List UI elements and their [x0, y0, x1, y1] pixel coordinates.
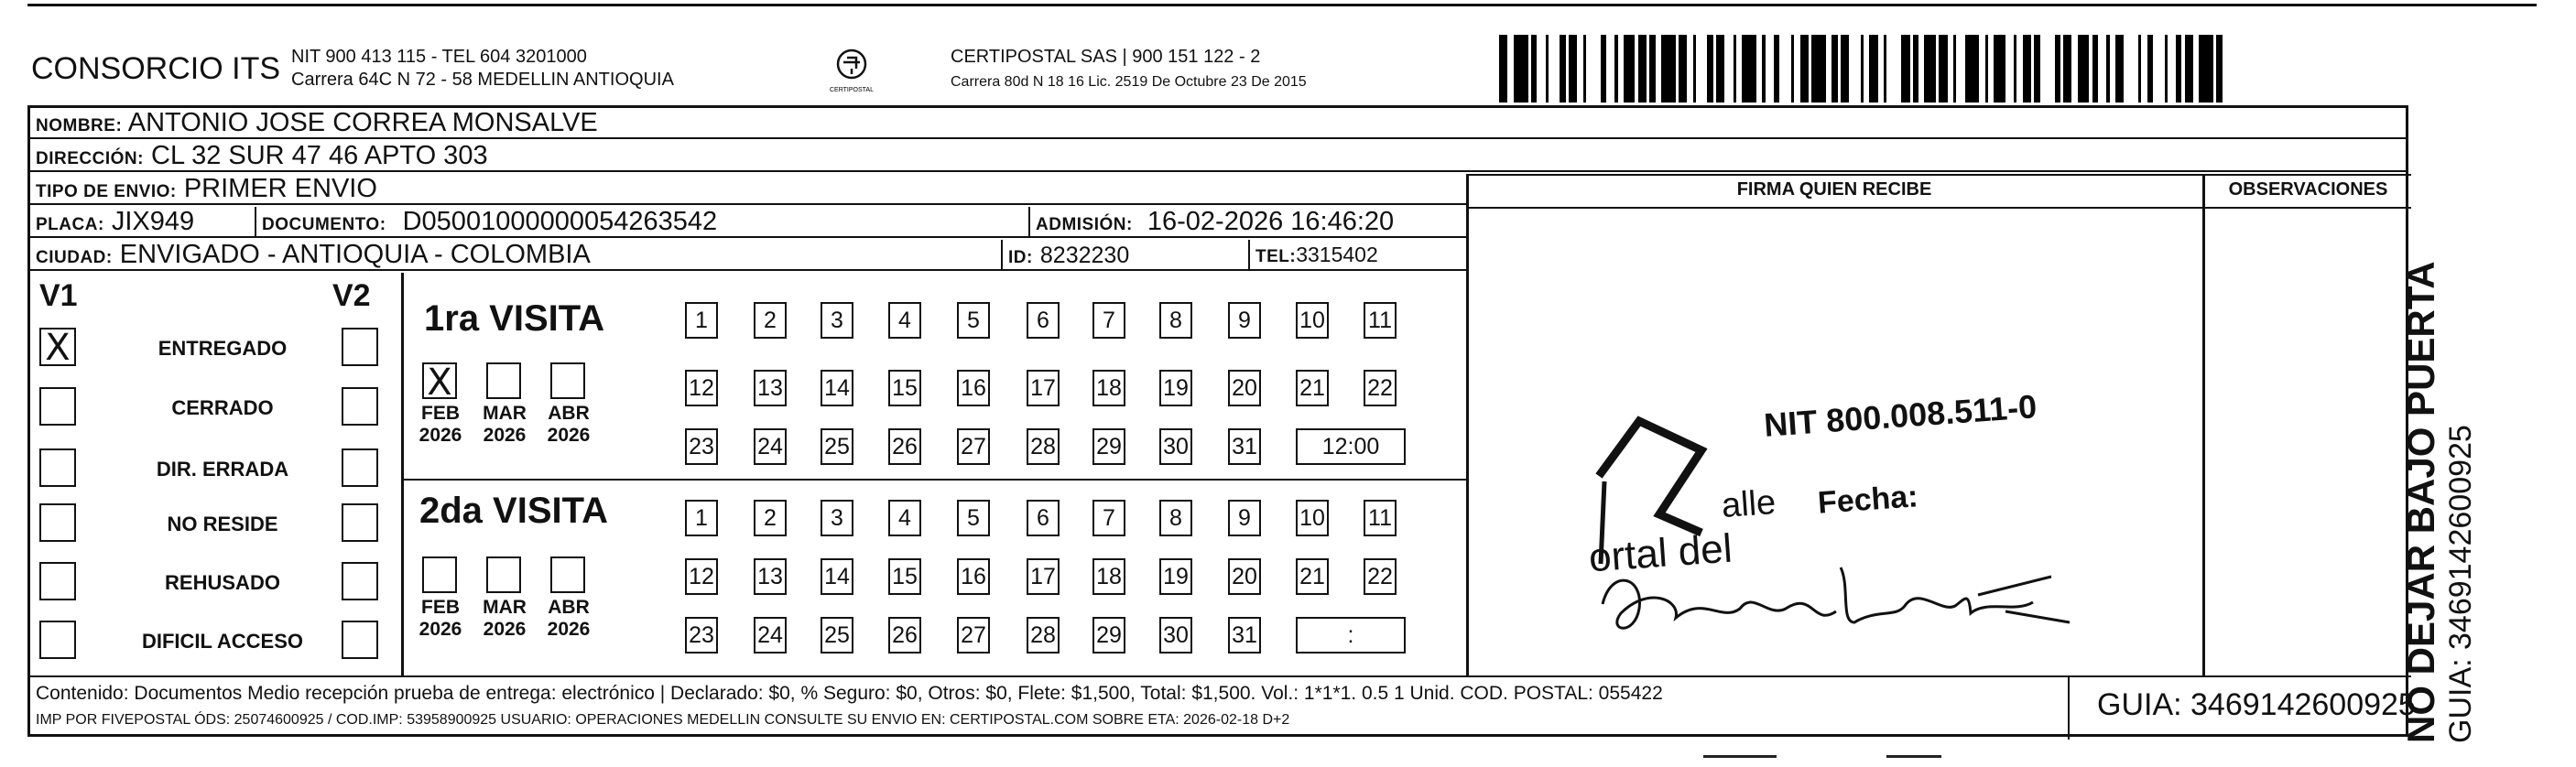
day-box[interactable]: 17 [1027, 370, 1060, 406]
day-box[interactable]: 22 [1364, 370, 1397, 406]
top-rule [27, 4, 2537, 6]
firma-header: FIRMA QUIEN RECIBE [1736, 179, 1932, 200]
day-box[interactable]: 7 [1092, 302, 1125, 339]
barcode-bar [2115, 35, 2124, 103]
month-year: 2026 [483, 619, 527, 640]
documento-cell [255, 207, 1051, 238]
day-box[interactable]: 6 [1027, 500, 1060, 536]
month-checkbox[interactable] [486, 362, 521, 399]
scan-mark [1703, 755, 1777, 758]
month-label [477, 403, 532, 447]
barcode-bar [1696, 35, 1708, 103]
barcode-bar [1841, 35, 1849, 103]
day-box[interactable]: 9 [1228, 500, 1261, 536]
day-box[interactable]: 31 [1228, 428, 1261, 465]
day-box[interactable]: 2 [754, 302, 787, 339]
barcode-bar [2063, 35, 2071, 103]
barcode-bar [1499, 35, 1507, 103]
documento-label: DOCUMENTO: [262, 215, 386, 234]
footer-print-info: IMP POR FIVEPOSTAL ÓDS: 25074600925 / COD.IMP: 53958900925 USUARIO: OPERACIONES MEDELLIN CONSULTE SU ENVIO EN: CERTIPOSTAL.COM SOBRE ETA: 2026-02-18 D+2 [36, 712, 1290, 728]
barcode-bar [1886, 35, 1901, 103]
day-box[interactable]: 8 [1159, 302, 1192, 339]
check-mark-icon: X [45, 327, 71, 369]
barcode-bar [1606, 35, 1614, 103]
barcode-bar [2040, 35, 2055, 103]
barcode-bar [1716, 35, 1724, 103]
day-box[interactable]: 30 [1159, 617, 1192, 654]
postal-address: Carrera 80d N 18 16 Lic. 2519 De Octubre 23 De 2015 [951, 74, 1307, 90]
v2-checkbox[interactable] [342, 448, 378, 487]
barcode-bar [1661, 35, 1676, 103]
status-label: ENTREGADO [158, 337, 288, 360]
barcode-bar [1537, 35, 1545, 103]
barcode-bar [1779, 35, 1791, 103]
placa-cell [30, 207, 255, 238]
day-box[interactable]: 5 [957, 500, 990, 536]
day-box[interactable]: 13 [754, 558, 787, 595]
day-box[interactable]: 11 [1364, 500, 1397, 536]
day-box[interactable]: 20 [1228, 370, 1261, 406]
status-label: DIFICIL ACCESO [141, 630, 303, 653]
day-box[interactable]: 9 [1228, 302, 1261, 339]
stamp-portal: ortal del [1587, 525, 1734, 581]
company-address: Carrera 64C N 72 - 58 MEDELLIN ANTIOQUIA [291, 70, 674, 90]
barcode-bar [1586, 35, 1601, 103]
footer-content: Contenido: Documentos Medio recepción prueba de entrega: electrónico | Declarado: $0, % Seguro: $0, Otros: $0, Flete: $1,500, Total: $1,500. Vol.: 1*1*1. 0.5 1 Unid. COD. POSTAL: 055422 [36, 683, 1663, 704]
day-box[interactable]: 21 [1296, 370, 1329, 406]
day-box[interactable]: 25 [821, 617, 853, 654]
barcode-bar [2005, 35, 2014, 103]
day-box[interactable]: 1 [685, 302, 718, 339]
month-checkbox[interactable] [550, 556, 585, 593]
v1-header: V1 [39, 278, 78, 313]
barcode-bar [1800, 35, 1809, 103]
month-label [413, 597, 468, 641]
month-name: MAR [483, 597, 527, 618]
tel-cell [1248, 240, 1466, 271]
barcode-bar [2153, 35, 2165, 103]
month-label [413, 403, 468, 447]
barcode-bar [1869, 35, 1877, 103]
divider-status [401, 273, 404, 675]
day-box[interactable]: 22 [1364, 558, 1397, 595]
day-box[interactable]: 29 [1092, 617, 1125, 654]
placa-value: JIX949 [111, 207, 195, 236]
tipo-value: PRIMER ENVIO [183, 174, 377, 203]
second-visit-title: 2da VISITA [419, 491, 608, 531]
id-value: 8232230 [1039, 243, 1130, 268]
day-box[interactable]: 30 [1159, 428, 1192, 465]
barcode-bar [2168, 35, 2176, 103]
barcode-bar [1811, 35, 1826, 103]
ciudad-value: ENVIGADO - ANTIOQUIA - COLOMBIA [119, 240, 591, 269]
day-box[interactable]: 15 [888, 558, 921, 595]
admision-cell [1028, 207, 1466, 238]
tel-label: TEL: [1255, 247, 1297, 266]
direccion-label: DIRECCIÓN: [36, 149, 144, 168]
barcode-bar [2023, 35, 2031, 103]
day-box[interactable]: 4 [888, 500, 921, 536]
barcode-bar [2223, 35, 2231, 103]
barcode-bar [1901, 35, 1909, 103]
divider-observaciones [2202, 174, 2205, 675]
header-top-rule [1466, 174, 2411, 176]
divider-firma [1466, 174, 1469, 675]
day-box[interactable]: 16 [957, 558, 990, 595]
month-label [541, 597, 596, 641]
v1-checkbox[interactable] [39, 503, 76, 542]
month-year: 2026 [547, 619, 591, 640]
day-box[interactable]: 27 [957, 617, 990, 654]
day-box[interactable]: 23 [685, 428, 718, 465]
scan-mark [1886, 755, 1941, 758]
day-box[interactable]: 3 [821, 500, 853, 536]
day-box[interactable]: 10 [1296, 302, 1329, 339]
day-box[interactable]: 19 [1159, 370, 1192, 406]
v1-checkbox[interactable] [39, 562, 76, 600]
day-box[interactable]: 3 [821, 302, 853, 339]
no-dejar-label: NO DEJAR BAJO PUERTA [2399, 261, 2442, 743]
month-year: 2026 [418, 619, 462, 640]
barcode-bar [1849, 35, 1861, 103]
guia-number: GUIA: 3469142600925 [2068, 675, 2411, 740]
day-box[interactable]: 6 [1027, 302, 1060, 339]
company-nit: NIT 900 413 115 - TEL 604 3201000 [291, 47, 587, 67]
row-direccion [30, 141, 2406, 172]
time-field[interactable]: : [1296, 617, 1406, 654]
v2-checkbox[interactable] [342, 503, 378, 542]
day-box[interactable]: 28 [1027, 428, 1060, 465]
admision-label: ADMISIÓN: [1036, 215, 1133, 234]
row-nombre [30, 108, 2406, 139]
status-label: REHUSADO [165, 571, 280, 594]
day-box[interactable]: 19 [1159, 558, 1192, 595]
nombre-label: NOMBRE: [36, 116, 123, 135]
month-checkbox[interactable] [422, 556, 457, 593]
ciudad-label: CIUDAD: [36, 248, 113, 267]
divider-visits [401, 479, 1466, 481]
certipostal-logo [829, 44, 875, 97]
barcode-bar [1724, 35, 1733, 103]
id-label: ID: [1008, 248, 1033, 267]
row-tipo [30, 174, 1466, 205]
id-cell [1001, 240, 1248, 271]
day-box[interactable]: 28 [1027, 617, 1060, 654]
day-box[interactable]: 7 [1092, 500, 1125, 536]
day-box[interactable]: 27 [957, 428, 990, 465]
barcode-bar [1742, 35, 1756, 103]
barcode-bar [1994, 35, 2005, 103]
day-box[interactable]: 20 [1228, 558, 1261, 595]
day-box[interactable]: 26 [888, 617, 921, 654]
month-name: ABR [548, 403, 590, 424]
tel-value: 3315402 [1296, 243, 1378, 266]
barcode-bar [2185, 35, 2193, 103]
day-box[interactable]: 5 [957, 302, 990, 339]
month-name: MAR [483, 403, 527, 424]
day-box[interactable]: 18 [1092, 370, 1125, 406]
status-label: CERRADO [171, 396, 274, 419]
v1-checkbox[interactable] [39, 327, 76, 369]
month-name: FEB [421, 403, 460, 424]
v1-checkbox[interactable] [39, 621, 76, 659]
status-label: DIR. ERRADA [156, 458, 289, 481]
barcode [1499, 35, 2232, 103]
placa-label: PLACA: [36, 215, 104, 234]
day-box[interactable]: 25 [821, 428, 853, 465]
day-box[interactable]: 10 [1296, 500, 1329, 536]
tipo-label: TIPO DE ENVIO: [36, 182, 177, 201]
row-placa [30, 207, 1466, 238]
barcode-bar [1956, 35, 1964, 103]
direccion-value: CL 32 SUR 47 46 APTO 303 [151, 141, 488, 170]
barcode-bar [2078, 35, 2090, 103]
barcode-bar [1569, 35, 1577, 103]
day-box[interactable]: 14 [821, 370, 853, 406]
v1-checkbox[interactable] [39, 448, 76, 487]
day-box[interactable]: 14 [821, 558, 853, 595]
month-year: 2026 [418, 425, 462, 446]
day-box[interactable]: 2 [754, 500, 787, 536]
side-guia: GUIA: 3469142600925 [2443, 425, 2478, 743]
first-visit-title: 1ra VISITA [424, 298, 605, 339]
time-field[interactable]: 12:00 [1296, 428, 1406, 465]
day-box[interactable]: 8 [1159, 500, 1192, 536]
barcode-bar [2098, 35, 2106, 103]
day-box[interactable]: 17 [1027, 558, 1060, 595]
company-name: CONSORCIO ITS [31, 51, 281, 86]
postal-name: CERTIPOSTAL SAS | 900 151 122 - 2 [951, 47, 1261, 67]
barcode-bar [1624, 35, 1636, 103]
month-year: 2026 [483, 425, 527, 446]
month-label [541, 403, 596, 447]
day-box[interactable]: 12 [685, 558, 718, 595]
header-rule [1466, 207, 2411, 209]
v2-checkbox[interactable] [342, 562, 378, 600]
day-box[interactable]: 24 [754, 617, 787, 654]
month-year: 2026 [547, 425, 591, 446]
stamp-valle: alle [1720, 482, 1777, 526]
day-box[interactable]: 23 [685, 617, 718, 654]
v1-checkbox[interactable] [39, 387, 76, 426]
logo-text: CERTIPOSTAL [830, 87, 874, 93]
barcode-bar [1924, 35, 1936, 103]
status-label: NO RESIDE [167, 513, 278, 535]
day-box[interactable]: 12 [685, 370, 718, 406]
day-box[interactable]: 15 [888, 370, 921, 406]
day-box[interactable]: 29 [1092, 428, 1125, 465]
barcode-bar [1939, 35, 1947, 103]
month-name: FEB [421, 597, 460, 618]
day-box[interactable]: 24 [754, 428, 787, 465]
day-box[interactable]: 11 [1364, 302, 1397, 339]
barcode-bar [1679, 35, 1687, 103]
day-box[interactable]: 13 [754, 370, 787, 406]
stamp-fecha: Fecha: [1816, 479, 1919, 521]
month-label [477, 597, 532, 641]
nombre-value: ANTONIO JOSE CORREA MONSALVE [127, 108, 598, 137]
month-checkbox[interactable] [550, 362, 585, 399]
barcode-bar [1965, 35, 1980, 103]
admision-value: 16-02-2026 16:46:20 [1147, 207, 1395, 236]
barcode-bar [2124, 35, 2138, 103]
day-box[interactable]: 18 [1092, 558, 1125, 595]
month-checkbox[interactable] [422, 362, 457, 404]
barcode-bar [1638, 35, 1647, 103]
documento-value: D05001000000054263542 [402, 207, 718, 236]
ciudad-cell [30, 240, 1001, 271]
day-box[interactable]: 31 [1228, 617, 1261, 654]
day-box[interactable]: 1 [685, 500, 718, 536]
v2-checkbox[interactable] [342, 328, 378, 366]
stamp-nit: NIT 800.008.511-0 [1763, 387, 2038, 444]
observaciones-header: OBSERVACIONES [2228, 179, 2388, 200]
barcode-bar [2199, 35, 2213, 103]
month-checkbox[interactable] [486, 556, 521, 593]
barcode-bar [1766, 35, 1774, 103]
day-box[interactable]: 4 [888, 302, 921, 339]
row-ciudad [30, 240, 1466, 271]
v2-checkbox[interactable] [342, 621, 378, 659]
month-name: ABR [548, 597, 590, 618]
v2-checkbox[interactable] [342, 387, 378, 426]
day-box[interactable]: 26 [888, 428, 921, 465]
day-box[interactable]: 21 [1296, 558, 1329, 595]
check-mark-icon: X [427, 362, 452, 404]
side-label [2399, 261, 2479, 743]
day-box[interactable]: 16 [957, 370, 990, 406]
barcode-bar [1549, 35, 1560, 103]
v2-header: V2 [332, 278, 371, 313]
barcode-bar [1514, 35, 1528, 103]
